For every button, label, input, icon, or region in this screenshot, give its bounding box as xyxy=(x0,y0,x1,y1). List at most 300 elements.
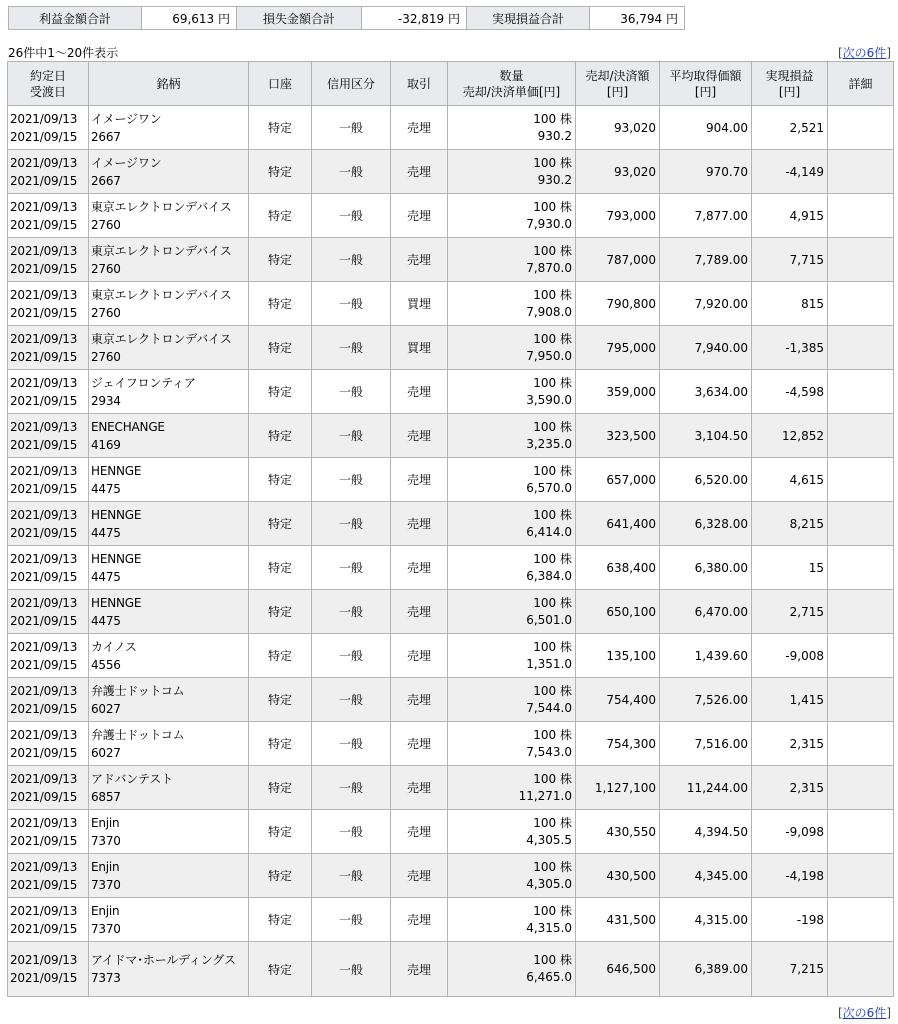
qty-price-cell xyxy=(448,590,576,634)
trade-type: 売埋 xyxy=(391,194,448,238)
profit-value: 69,613 円 xyxy=(142,7,237,30)
brand-cell xyxy=(89,106,249,150)
settle-amount: 793,000 xyxy=(576,194,660,238)
qty-price-cell xyxy=(448,942,576,997)
trade-dates xyxy=(8,370,89,414)
brand-code: 2934 xyxy=(91,393,121,408)
brand-code: 2760 xyxy=(91,217,121,232)
brand-code: 6857 xyxy=(91,789,121,804)
avg-cost: 7,877.00 xyxy=(660,194,752,238)
brand-cell xyxy=(89,282,249,326)
avg-cost: 4,345.00 xyxy=(660,854,752,898)
next-page-link-bottom[interactable]: [次の6件] xyxy=(837,1006,891,1020)
brand-code: 6027 xyxy=(91,701,121,716)
trade-type: 売埋 xyxy=(391,106,448,150)
brand-name: 東京エレクトロンデバイス xyxy=(91,243,232,258)
trade-type: 売埋 xyxy=(391,898,448,942)
realized-pnl: 2,521 xyxy=(752,106,828,150)
brand-cell xyxy=(89,854,249,898)
credit-type: 一般 xyxy=(312,590,391,634)
contract-date: 2021/09/13 xyxy=(10,243,78,258)
qty-price-cell xyxy=(448,898,576,942)
loss-label: 損失金額合計 xyxy=(237,7,362,30)
contract-date: 2021/09/13 xyxy=(10,111,78,126)
brand-code: 4475 xyxy=(91,481,121,496)
avg-cost: 7,516.00 xyxy=(660,722,752,766)
brand-code: 7370 xyxy=(91,833,121,848)
trade-dates xyxy=(8,722,89,766)
settle-amount: 135,100 xyxy=(576,634,660,678)
brand-name: 東京エレクトロンデバイス xyxy=(91,331,232,346)
brand-cell xyxy=(89,678,249,722)
realized-pnl: 12,852 xyxy=(752,414,828,458)
detail-cell xyxy=(828,150,894,194)
realized-pnl: 15 xyxy=(752,546,828,590)
brand-cell xyxy=(89,194,249,238)
delivery-date: 2021/09/15 xyxy=(10,569,78,584)
avg-cost: 7,526.00 xyxy=(660,678,752,722)
brand-cell xyxy=(89,590,249,634)
brand-cell xyxy=(89,634,249,678)
table-row xyxy=(8,326,894,370)
trade-dates xyxy=(8,810,89,854)
unit-price: 7,908.0 xyxy=(526,304,572,319)
realized-pnl: -198 xyxy=(752,898,828,942)
credit-type: 一般 xyxy=(312,414,391,458)
realized-pnl: -4,198 xyxy=(752,854,828,898)
contract-date: 2021/09/13 xyxy=(10,331,78,346)
brand-cell xyxy=(89,810,249,854)
realized-pnl: 2,315 xyxy=(752,722,828,766)
account-type: 特定 xyxy=(249,150,312,194)
brand-cell xyxy=(89,898,249,942)
unit-price: 7,544.0 xyxy=(526,700,572,715)
brand-name: イメージワン xyxy=(91,155,162,170)
credit-type: 一般 xyxy=(312,502,391,546)
unit-price: 7,930.0 xyxy=(526,216,572,231)
table-row xyxy=(8,898,894,942)
delivery-date: 2021/09/15 xyxy=(10,437,78,452)
trade-type: 売埋 xyxy=(391,766,448,810)
unit-price: 7,543.0 xyxy=(526,744,572,759)
table-row xyxy=(8,942,894,997)
brand-code: 2760 xyxy=(91,305,121,320)
quantity: 100 株 xyxy=(533,771,572,786)
brand-name: Enjin xyxy=(91,859,120,874)
header-trade: 取引 xyxy=(391,62,448,106)
profit-label: 利益金額合計 xyxy=(9,7,142,30)
table-row xyxy=(8,238,894,282)
delivery-date: 2021/09/15 xyxy=(10,173,78,188)
unit-price: 3,590.0 xyxy=(526,392,572,407)
account-type: 特定 xyxy=(249,546,312,590)
qty-price-cell xyxy=(448,414,576,458)
settle-amount: 754,300 xyxy=(576,722,660,766)
delivery-date: 2021/09/15 xyxy=(10,745,78,760)
table-row xyxy=(8,194,894,238)
trade-type: 買埋 xyxy=(391,282,448,326)
contract-date: 2021/09/13 xyxy=(10,155,78,170)
table-row xyxy=(8,546,894,590)
table-row xyxy=(8,458,894,502)
table-row xyxy=(8,854,894,898)
account-type: 特定 xyxy=(249,942,312,997)
credit-type: 一般 xyxy=(312,898,391,942)
credit-type: 一般 xyxy=(312,634,391,678)
quantity: 100 株 xyxy=(533,419,572,434)
total-label: 実現損益合計 xyxy=(467,7,590,30)
credit-type: 一般 xyxy=(312,766,391,810)
credit-type: 一般 xyxy=(312,326,391,370)
brand-code: 2667 xyxy=(91,129,121,144)
table-row xyxy=(8,766,894,810)
delivery-date: 2021/09/15 xyxy=(10,833,78,848)
trade-dates xyxy=(8,854,89,898)
quantity: 100 株 xyxy=(533,903,572,918)
settle-amount: 359,000 xyxy=(576,370,660,414)
delivery-date: 2021/09/15 xyxy=(10,261,78,276)
brand-cell xyxy=(89,238,249,282)
account-type: 特定 xyxy=(249,854,312,898)
qty-price-cell xyxy=(448,766,576,810)
settle-amount: 638,400 xyxy=(576,546,660,590)
settle-amount: 641,400 xyxy=(576,502,660,546)
contract-date: 2021/09/13 xyxy=(10,771,78,786)
credit-type: 一般 xyxy=(312,810,391,854)
credit-type: 一般 xyxy=(312,942,391,997)
contract-date: 2021/09/13 xyxy=(10,507,78,522)
unit-price: 1,351.0 xyxy=(526,656,572,671)
delivery-date: 2021/09/15 xyxy=(10,481,78,496)
realized-pnl: 4,915 xyxy=(752,194,828,238)
trade-history-table xyxy=(7,61,894,997)
account-type: 特定 xyxy=(249,326,312,370)
credit-type: 一般 xyxy=(312,282,391,326)
contract-date: 2021/09/13 xyxy=(10,683,78,698)
header-dates: 約定日 受渡日 xyxy=(8,62,89,106)
delivery-date: 2021/09/15 xyxy=(10,613,78,628)
trade-dates xyxy=(8,194,89,238)
brand-code: 7370 xyxy=(91,921,121,936)
qty-price-cell xyxy=(448,854,576,898)
detail-cell xyxy=(828,678,894,722)
realized-pnl: 4,615 xyxy=(752,458,828,502)
brand-name: ジェイフロンティア xyxy=(91,375,196,390)
quantity: 100 株 xyxy=(533,551,572,566)
brand-cell xyxy=(89,942,249,997)
trade-dates xyxy=(8,458,89,502)
detail-cell xyxy=(828,326,894,370)
account-type: 特定 xyxy=(249,766,312,810)
detail-cell xyxy=(828,546,894,590)
credit-type: 一般 xyxy=(312,678,391,722)
brand-cell xyxy=(89,546,249,590)
credit-type: 一般 xyxy=(312,458,391,502)
trade-type: 買埋 xyxy=(391,326,448,370)
brand-name: 東京エレクトロンデバイス xyxy=(91,199,232,214)
qty-price-cell xyxy=(448,458,576,502)
detail-cell xyxy=(828,854,894,898)
credit-type: 一般 xyxy=(312,194,391,238)
brand-name: HENNGE xyxy=(91,463,142,478)
settle-amount: 1,127,100 xyxy=(576,766,660,810)
total-value: 36,794 円 xyxy=(590,7,685,30)
qty-price-cell xyxy=(448,370,576,414)
quantity: 100 株 xyxy=(533,727,572,742)
detail-cell xyxy=(828,898,894,942)
unit-price: 7,870.0 xyxy=(526,260,572,275)
realized-pnl: -9,098 xyxy=(752,810,828,854)
settle-amount: 430,550 xyxy=(576,810,660,854)
quantity: 100 株 xyxy=(533,155,572,170)
realized-pnl: 8,215 xyxy=(752,502,828,546)
realized-pnl: 1,415 xyxy=(752,678,828,722)
unit-price: 6,465.0 xyxy=(526,970,572,984)
brand-name: 弁護士ドットコム xyxy=(91,727,185,742)
realized-pnl: 815 xyxy=(752,282,828,326)
settle-amount: 430,500 xyxy=(576,854,660,898)
avg-cost: 3,104.50 xyxy=(660,414,752,458)
quantity: 100 株 xyxy=(533,639,572,654)
qty-price-cell xyxy=(448,194,576,238)
account-type: 特定 xyxy=(249,898,312,942)
realized-pnl: 7,215 xyxy=(752,942,828,997)
detail-cell xyxy=(828,106,894,150)
brand-cell xyxy=(89,502,249,546)
account-type: 特定 xyxy=(249,502,312,546)
trade-type: 売埋 xyxy=(391,414,448,458)
contract-date: 2021/09/13 xyxy=(10,419,78,434)
realized-pnl: 7,715 xyxy=(752,238,828,282)
credit-type: 一般 xyxy=(312,370,391,414)
trade-type: 売埋 xyxy=(391,590,448,634)
detail-cell xyxy=(828,942,894,997)
unit-price: 6,501.0 xyxy=(526,612,572,627)
quantity: 100 株 xyxy=(533,683,572,698)
account-type: 特定 xyxy=(249,414,312,458)
credit-type: 一般 xyxy=(312,106,391,150)
account-type: 特定 xyxy=(249,238,312,282)
account-type: 特定 xyxy=(249,634,312,678)
delivery-date: 2021/09/15 xyxy=(10,657,78,672)
settle-amount: 787,000 xyxy=(576,238,660,282)
account-type: 特定 xyxy=(249,458,312,502)
summary-table xyxy=(8,6,685,30)
quantity: 100 株 xyxy=(533,287,572,302)
loss-value: -32,819 円 xyxy=(362,7,467,30)
avg-cost: 904.00 xyxy=(660,106,752,150)
header-pnl: 実現損益 [円] xyxy=(752,62,828,106)
avg-cost: 1,439.60 xyxy=(660,634,752,678)
trade-type: 売埋 xyxy=(391,502,448,546)
unit-price: 6,384.0 xyxy=(526,568,572,583)
trade-type: 売埋 xyxy=(391,722,448,766)
delivery-date: 2021/09/15 xyxy=(10,789,78,804)
trade-dates xyxy=(8,502,89,546)
account-type: 特定 xyxy=(249,590,312,634)
trade-type: 売埋 xyxy=(391,238,448,282)
header-avg-cost: 平均取得価額 [円] xyxy=(660,62,752,106)
table-row xyxy=(8,150,894,194)
quantity: 100 株 xyxy=(533,199,572,214)
brand-name: Enjin xyxy=(91,903,120,918)
detail-cell xyxy=(828,414,894,458)
settle-amount: 646,500 xyxy=(576,942,660,997)
brand-code: 4556 xyxy=(91,657,121,672)
detail-cell xyxy=(828,634,894,678)
trade-type: 売埋 xyxy=(391,634,448,678)
brand-cell xyxy=(89,722,249,766)
qty-price-cell xyxy=(448,502,576,546)
unit-price: 4,305.5 xyxy=(526,832,572,847)
realized-pnl: -4,149 xyxy=(752,150,828,194)
contract-date: 2021/09/13 xyxy=(10,595,78,610)
quantity: 100 株 xyxy=(533,375,572,390)
result-count: 26件中1～20件表示 xyxy=(8,46,119,60)
brand-name: カイノス xyxy=(91,639,137,654)
settle-amount: 93,020 xyxy=(576,106,660,150)
header-qty-price: 数量 売却/決済単価[円] xyxy=(448,62,576,106)
unit-price: 930.2 xyxy=(537,128,572,143)
avg-cost: 7,920.00 xyxy=(660,282,752,326)
qty-price-cell xyxy=(448,634,576,678)
quantity: 100 株 xyxy=(533,859,572,874)
qty-price-cell xyxy=(448,106,576,150)
settle-amount: 657,000 xyxy=(576,458,660,502)
table-row xyxy=(8,634,894,678)
account-type: 特定 xyxy=(249,370,312,414)
quantity: 100 株 xyxy=(533,331,572,346)
brand-code: 2760 xyxy=(91,261,121,276)
delivery-date: 2021/09/15 xyxy=(10,349,78,364)
credit-type: 一般 xyxy=(312,722,391,766)
delivery-date: 2021/09/15 xyxy=(10,525,78,540)
delivery-date: 2021/09/15 xyxy=(10,971,78,985)
header-credit: 信用区分 xyxy=(312,62,391,106)
detail-cell xyxy=(828,194,894,238)
unit-price: 3,235.0 xyxy=(526,436,572,451)
detail-cell xyxy=(828,238,894,282)
brand-name: 東京エレクトロンデバイス xyxy=(91,287,232,302)
brand-name: HENNGE xyxy=(91,595,142,610)
table-row xyxy=(8,722,894,766)
account-type: 特定 xyxy=(249,106,312,150)
quantity: 100 株 xyxy=(533,815,572,830)
detail-cell xyxy=(828,370,894,414)
contract-date: 2021/09/13 xyxy=(10,639,78,654)
account-type: 特定 xyxy=(249,810,312,854)
delivery-date: 2021/09/15 xyxy=(10,921,78,936)
trade-dates xyxy=(8,326,89,370)
brand-name: Enjin xyxy=(91,815,120,830)
contract-date: 2021/09/13 xyxy=(10,953,78,967)
trade-dates xyxy=(8,634,89,678)
avg-cost: 7,940.00 xyxy=(660,326,752,370)
quantity: 100 株 xyxy=(533,111,572,126)
brand-name: アイドマ･ホールディングス xyxy=(91,953,236,967)
detail-cell xyxy=(828,590,894,634)
qty-price-cell xyxy=(448,722,576,766)
realized-pnl: 2,715 xyxy=(752,590,828,634)
unit-price: 6,414.0 xyxy=(526,524,572,539)
brand-code: 7373 xyxy=(91,971,121,985)
qty-price-cell xyxy=(448,546,576,590)
trade-dates xyxy=(8,766,89,810)
trade-type: 売埋 xyxy=(391,370,448,414)
brand-name: アドバンテスト xyxy=(91,771,173,786)
unit-price: 11,271.0 xyxy=(518,788,572,803)
settle-amount: 795,000 xyxy=(576,326,660,370)
unit-price: 7,950.0 xyxy=(526,348,572,363)
delivery-date: 2021/09/15 xyxy=(10,701,78,716)
brand-code: 2667 xyxy=(91,173,121,188)
trade-dates xyxy=(8,678,89,722)
quantity: 100 株 xyxy=(533,595,572,610)
delivery-date: 2021/09/15 xyxy=(10,877,78,892)
detail-cell xyxy=(828,282,894,326)
detail-cell xyxy=(828,502,894,546)
contract-date: 2021/09/13 xyxy=(10,199,78,214)
account-type: 特定 xyxy=(249,282,312,326)
avg-cost: 4,394.50 xyxy=(660,810,752,854)
trade-dates xyxy=(8,898,89,942)
avg-cost: 6,380.00 xyxy=(660,546,752,590)
account-type: 特定 xyxy=(249,678,312,722)
trade-type: 売埋 xyxy=(391,150,448,194)
trade-type: 売埋 xyxy=(391,854,448,898)
trade-type: 売埋 xyxy=(391,458,448,502)
credit-type: 一般 xyxy=(312,238,391,282)
credit-type: 一般 xyxy=(312,546,391,590)
delivery-date: 2021/09/15 xyxy=(10,217,78,232)
unit-price: 4,315.0 xyxy=(526,920,572,935)
header-account: 口座 xyxy=(249,62,312,106)
avg-cost: 6,470.00 xyxy=(660,590,752,634)
detail-cell xyxy=(828,722,894,766)
table-row xyxy=(8,810,894,854)
credit-type: 一般 xyxy=(312,854,391,898)
table-row xyxy=(8,502,894,546)
trade-dates xyxy=(8,546,89,590)
brand-code: 4475 xyxy=(91,569,121,584)
settle-amount: 93,020 xyxy=(576,150,660,194)
trade-type: 売埋 xyxy=(391,678,448,722)
header-amount: 売却/決済額 [円] xyxy=(576,62,660,106)
trade-type: 売埋 xyxy=(391,810,448,854)
contract-date: 2021/09/13 xyxy=(10,903,78,918)
table-row xyxy=(8,590,894,634)
brand-code: 4169 xyxy=(91,437,121,452)
table-row xyxy=(8,370,894,414)
contract-date: 2021/09/13 xyxy=(10,859,78,874)
qty-price-cell xyxy=(448,238,576,282)
trade-dates xyxy=(8,942,89,997)
avg-cost: 3,634.00 xyxy=(660,370,752,414)
qty-price-cell xyxy=(448,326,576,370)
brand-code: 2760 xyxy=(91,349,121,364)
trade-type: 売埋 xyxy=(391,546,448,590)
table-row xyxy=(8,282,894,326)
contract-date: 2021/09/13 xyxy=(10,551,78,566)
header-brand: 銘柄 xyxy=(89,62,249,106)
contract-date: 2021/09/13 xyxy=(10,815,78,830)
next-page-link-top[interactable]: [次の6件] xyxy=(837,46,891,60)
trade-dates xyxy=(8,282,89,326)
account-type: 特定 xyxy=(249,194,312,238)
settle-amount: 754,400 xyxy=(576,678,660,722)
trade-dates xyxy=(8,414,89,458)
quantity: 100 株 xyxy=(533,507,572,522)
